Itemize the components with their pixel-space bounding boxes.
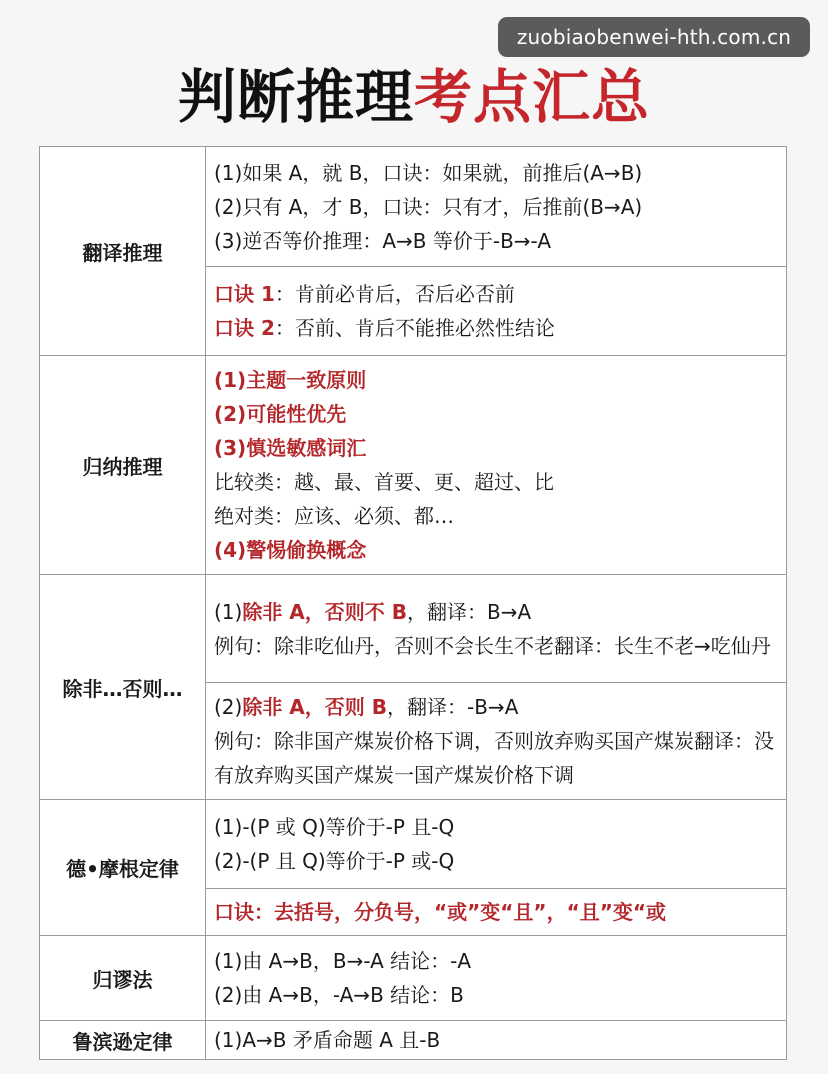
content-line: (1)主题一致原则 <box>214 368 367 392</box>
content-demogen-mnemonic <box>206 889 787 936</box>
content-guimiu <box>206 936 787 1021</box>
content-text: ，翻译：-B→A <box>387 695 519 719</box>
content-line: 例句：除非国产煤炭价格下调，否则放弃购买国产煤炭翻译：没有放弃购买国产煤炭一国产煤炭价格下调 <box>214 729 774 787</box>
category-demogen: 德•摩根定律 <box>40 800 206 936</box>
category-chufei: 除非…否则… <box>40 575 206 800</box>
content-line: 例句：除非吃仙丹，否则不会长生不老翻译：长生不老→吃仙丹 <box>214 633 771 658</box>
row-guina <box>40 356 787 575</box>
content-fanyi-rules <box>206 147 787 267</box>
content-line: (3)逆否等价推理：A→B 等价于-B→-A <box>214 228 552 253</box>
content-text: ，翻译：B→A <box>407 599 532 624</box>
content-line: (2)-(P 且 Q)等价于-P 或-Q <box>214 849 455 873</box>
category-guimiu: 归谬法 <box>40 936 206 1021</box>
red-highlight: 口诀 2 <box>214 316 275 340</box>
content-chufei-b <box>206 683 787 800</box>
content-line: 比较类：越、最、首要、更、超过、比 <box>214 470 554 494</box>
content-text: ：肯前必肯后，否后必否前 <box>274 282 515 306</box>
title-part-black: 判断推理 <box>177 63 414 131</box>
content-line: (3)慎选敏感词汇 <box>214 436 367 460</box>
category-guina: 归纳推理 <box>40 356 206 575</box>
row-chufei-1 <box>40 575 787 683</box>
watermark-badge: zuobiaobenwei-hth.com.cn <box>498 17 810 57</box>
row-lubin <box>40 1021 787 1060</box>
row-demogen-1 <box>40 800 787 889</box>
content-line: (4)警惕偷换概念 <box>214 538 367 562</box>
content-demogen-rules <box>206 800 787 889</box>
row-guimiu <box>40 936 787 1021</box>
content-text: ：否前、肯后不能推必然性结论 <box>274 316 555 340</box>
title-part-red: 考点汇总 <box>414 63 651 131</box>
content-line: (1)A→B 矛盾命题 A 且-B <box>214 1028 441 1052</box>
red-highlight: 口诀 1 <box>214 282 275 306</box>
content-chufei-a <box>206 575 787 683</box>
content-fanyi-mnemonics <box>206 267 787 356</box>
category-fanyi: 翻译推理 <box>40 147 206 356</box>
content-line: (2)只有 A，才 B，口诀：只有才，后推前(B→A) <box>214 194 643 219</box>
content-line <box>214 277 778 311</box>
row-fanyi-1 <box>40 147 787 267</box>
content-guina <box>206 356 787 575</box>
summary-table <box>39 146 787 1060</box>
page-title <box>0 50 828 134</box>
category-lubin: 鲁滨逊定律 <box>40 1021 206 1060</box>
red-highlight: 除非 A，否则不 B <box>242 599 407 624</box>
content-line: (1)由 A→B，B→-A 结论：-A <box>214 949 472 973</box>
red-highlight: 除非 A，否则 B <box>242 695 387 719</box>
content-line: (2)由 A→B，-A→B 结论：B <box>214 983 464 1007</box>
content-line: (2)可能性优先 <box>214 402 347 426</box>
content-line <box>214 311 778 345</box>
content-line: (1)-(P 或 Q)等价于-P 且-Q <box>214 815 455 839</box>
content-lubin <box>206 1021 787 1060</box>
content-line <box>214 690 778 724</box>
content-line: (1)如果 A，就 B，口诀：如果就，前推后(A→B) <box>214 160 643 185</box>
content-line: 绝对类：应该、必须、都… <box>214 504 454 528</box>
content-text: (1) <box>214 599 243 624</box>
content-text: (2) <box>214 695 243 719</box>
content-line: 口诀：去括号，分负号，“或”变“且”，“且”变“或 <box>214 900 667 924</box>
content-line <box>214 595 778 629</box>
